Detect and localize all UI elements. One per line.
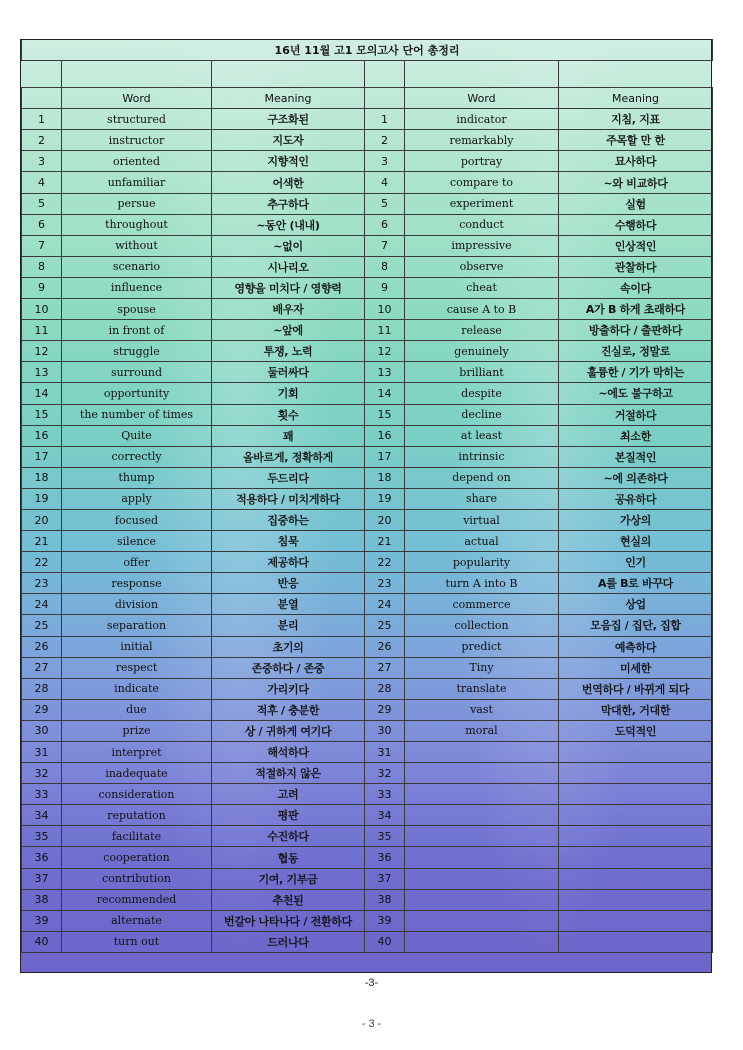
right-number: 35	[365, 826, 405, 847]
right-meaning: 관찰하다	[559, 256, 713, 277]
right-number: 22	[365, 552, 405, 573]
right-word: indicator	[405, 109, 559, 130]
left-number: 13	[22, 362, 62, 383]
left-number: 27	[22, 657, 62, 678]
left-word: structured	[62, 109, 212, 130]
right-word: portray	[405, 151, 559, 172]
right-meaning: 수행하다	[559, 214, 713, 235]
right-word: cause A to B	[405, 299, 559, 320]
right-number: 18	[365, 467, 405, 488]
left-meaning: 존중하다 / 존중	[212, 657, 365, 678]
right-meaning: 상업	[559, 594, 713, 615]
word-header: Word	[405, 88, 559, 109]
right-meaning: A가 B 하게 초래하다	[559, 299, 713, 320]
left-number: 19	[22, 488, 62, 509]
left-meaning: 지향적인	[212, 151, 365, 172]
left-word: prize	[62, 720, 212, 741]
right-number: 33	[365, 784, 405, 805]
left-meaning: 초기의	[212, 636, 365, 657]
right-number: 31	[365, 742, 405, 763]
left-number: 31	[22, 742, 62, 763]
left-word: due	[62, 699, 212, 720]
left-meaning: 둘러싸다	[212, 362, 365, 383]
left-meaning: 횟수	[212, 404, 365, 425]
right-number: 7	[365, 235, 405, 256]
right-number: 20	[365, 509, 405, 530]
left-word: interpret	[62, 742, 212, 763]
left-meaning: 평판	[212, 805, 365, 826]
left-meaning: 상 / 귀하게 여기다	[212, 720, 365, 741]
right-number: 27	[365, 657, 405, 678]
meaning-header: Meaning	[212, 88, 365, 109]
left-meaning: ~동안 (내내)	[212, 214, 365, 235]
left-word: alternate	[62, 910, 212, 931]
right-meaning: ~에 의존하다	[559, 467, 713, 488]
left-meaning: 구조화된	[212, 109, 365, 130]
right-number: 21	[365, 531, 405, 552]
right-number: 38	[365, 889, 405, 910]
left-meaning: 기회	[212, 383, 365, 404]
right-meaning: 번역하다 / 바뀌게 되다	[559, 678, 713, 699]
left-number: 7	[22, 235, 62, 256]
meaning-header: Meaning	[559, 88, 713, 109]
left-number: 37	[22, 868, 62, 889]
right-word: compare to	[405, 172, 559, 193]
left-word: initial	[62, 636, 212, 657]
left-meaning: 올바르게, 정확하게	[212, 446, 365, 467]
right-meaning: 주목할 만 한	[559, 130, 713, 151]
left-meaning: 드러나다	[212, 931, 365, 952]
right-number: 6	[365, 214, 405, 235]
left-word: turn out	[62, 931, 212, 952]
left-number: 4	[22, 172, 62, 193]
right-meaning: 모음집 / 집단, 집합	[559, 615, 713, 636]
left-number: 34	[22, 805, 62, 826]
left-meaning: 고려	[212, 784, 365, 805]
left-number: 38	[22, 889, 62, 910]
left-number: 10	[22, 299, 62, 320]
left-meaning: 영향을 미치다 / 영향력	[212, 277, 365, 298]
right-word: conduct	[405, 214, 559, 235]
table-title: 16년 11월 고1 모의고사 단어 총정리	[22, 40, 713, 61]
left-meaning: 두드리다	[212, 467, 365, 488]
left-number: 14	[22, 383, 62, 404]
left-word: oriented	[62, 151, 212, 172]
left-word: Quite	[62, 425, 212, 446]
left-meaning: 적절하지 않은	[212, 763, 365, 784]
right-meaning: 현실의	[559, 531, 713, 552]
right-number: 11	[365, 320, 405, 341]
left-number: 24	[22, 594, 62, 615]
right-word: release	[405, 320, 559, 341]
right-word: experiment	[405, 193, 559, 214]
left-meaning: 분열	[212, 594, 365, 615]
outer-page-number: - 3 -	[361, 1018, 382, 1030]
left-meaning: 반응	[212, 573, 365, 594]
right-number: 23	[365, 573, 405, 594]
left-word: struggle	[62, 341, 212, 362]
left-meaning: 집중하는	[212, 509, 365, 530]
left-word: reputation	[62, 805, 212, 826]
left-word: throughout	[62, 214, 212, 235]
left-word: focused	[62, 509, 212, 530]
left-number: 36	[22, 847, 62, 868]
left-word: the number of times	[62, 404, 212, 425]
left-number: 18	[22, 467, 62, 488]
right-word: despite	[405, 383, 559, 404]
left-meaning: 수진하다	[212, 826, 365, 847]
left-word: consideration	[62, 784, 212, 805]
right-number: 2	[365, 130, 405, 151]
left-meaning: 추천된	[212, 889, 365, 910]
left-meaning: 시나리오	[212, 256, 365, 277]
right-word: Tiny	[405, 657, 559, 678]
left-word: indicate	[62, 678, 212, 699]
left-number: 30	[22, 720, 62, 741]
left-number: 23	[22, 573, 62, 594]
right-meaning: 본질적인	[559, 446, 713, 467]
left-meaning: 분리	[212, 615, 365, 636]
right-number: 16	[365, 425, 405, 446]
right-number: 12	[365, 341, 405, 362]
right-meaning: ~에도 불구하고	[559, 383, 713, 404]
right-meaning: 훌륭한 / 기가 막히는	[559, 362, 713, 383]
left-number: 40	[22, 931, 62, 952]
right-word: cheat	[405, 277, 559, 298]
left-number: 20	[22, 509, 62, 530]
left-meaning: ~앞에	[212, 320, 365, 341]
left-word: cooperation	[62, 847, 212, 868]
word-header: Word	[62, 88, 212, 109]
left-number: 33	[22, 784, 62, 805]
right-meaning: 도덕적인	[559, 720, 713, 741]
right-meaning: 미세한	[559, 657, 713, 678]
inner-page-number: -3-	[364, 977, 379, 989]
left-number: 35	[22, 826, 62, 847]
right-number: 32	[365, 763, 405, 784]
left-number: 21	[22, 531, 62, 552]
left-word: instructor	[62, 130, 212, 151]
right-meaning: 인상적인	[559, 235, 713, 256]
right-number: 36	[365, 847, 405, 868]
right-word: genuinely	[405, 341, 559, 362]
left-word: scenario	[62, 256, 212, 277]
right-number: 29	[365, 699, 405, 720]
right-number: 1	[365, 109, 405, 130]
left-number: 22	[22, 552, 62, 573]
right-word: turn A into B	[405, 573, 559, 594]
right-meaning: 속이다	[559, 277, 713, 298]
left-number: 6	[22, 214, 62, 235]
right-word: moral	[405, 720, 559, 741]
left-number: 15	[22, 404, 62, 425]
left-word: facilitate	[62, 826, 212, 847]
right-number: 26	[365, 636, 405, 657]
left-number: 32	[22, 763, 62, 784]
right-number: 17	[365, 446, 405, 467]
right-word: impressive	[405, 235, 559, 256]
left-number: 5	[22, 193, 62, 214]
left-number: 16	[22, 425, 62, 446]
left-number: 8	[22, 256, 62, 277]
right-meaning: 실험	[559, 193, 713, 214]
left-meaning: 적용하다 / 미치게하다	[212, 488, 365, 509]
left-meaning: 적후 / 충분한	[212, 699, 365, 720]
left-meaning: ~없이	[212, 235, 365, 256]
right-meaning: 지침, 지표	[559, 109, 713, 130]
left-word: response	[62, 573, 212, 594]
right-word: collection	[405, 615, 559, 636]
left-meaning: 어색한	[212, 172, 365, 193]
right-word: actual	[405, 531, 559, 552]
right-number: 8	[365, 256, 405, 277]
left-meaning: 침묵	[212, 531, 365, 552]
left-meaning: 기여, 기부금	[212, 868, 365, 889]
left-number: 2	[22, 130, 62, 151]
right-meaning: ~와 비교하다	[559, 172, 713, 193]
right-number: 4	[365, 172, 405, 193]
right-meaning: 최소한	[559, 425, 713, 446]
left-meaning: 협동	[212, 847, 365, 868]
left-meaning: 꽤	[212, 425, 365, 446]
right-meaning: 막대한, 거대한	[559, 699, 713, 720]
right-meaning: 묘사하다	[559, 151, 713, 172]
right-number: 39	[365, 910, 405, 931]
right-number: 10	[365, 299, 405, 320]
left-number: 17	[22, 446, 62, 467]
left-word: offer	[62, 552, 212, 573]
left-meaning: 번갈아 나타나다 / 전환하다	[212, 910, 365, 931]
right-number: 3	[365, 151, 405, 172]
right-meaning: 거절하다	[559, 404, 713, 425]
left-number: 3	[22, 151, 62, 172]
right-meaning: 공유하다	[559, 488, 713, 509]
left-number: 9	[22, 277, 62, 298]
left-meaning: 해석하다	[212, 742, 365, 763]
right-number: 15	[365, 404, 405, 425]
right-word: share	[405, 488, 559, 509]
left-word: silence	[62, 531, 212, 552]
right-meaning: 인기	[559, 552, 713, 573]
left-word: correctly	[62, 446, 212, 467]
left-number: 11	[22, 320, 62, 341]
right-word: predict	[405, 636, 559, 657]
left-word: spouse	[62, 299, 212, 320]
left-meaning: 지도자	[212, 130, 365, 151]
right-word: popularity	[405, 552, 559, 573]
right-word: translate	[405, 678, 559, 699]
left-word: persue	[62, 193, 212, 214]
left-number: 26	[22, 636, 62, 657]
right-number: 37	[365, 868, 405, 889]
right-word: remarkably	[405, 130, 559, 151]
left-word: recommended	[62, 889, 212, 910]
left-meaning: 추구하다	[212, 193, 365, 214]
right-meaning: 예측하다	[559, 636, 713, 657]
right-number: 5	[365, 193, 405, 214]
right-number: 28	[365, 678, 405, 699]
left-number: 25	[22, 615, 62, 636]
left-number: 28	[22, 678, 62, 699]
right-number: 19	[365, 488, 405, 509]
right-number: 13	[365, 362, 405, 383]
right-word: virtual	[405, 509, 559, 530]
right-number: 40	[365, 931, 405, 952]
left-number: 1	[22, 109, 62, 130]
left-word: without	[62, 235, 212, 256]
left-word: inadequate	[62, 763, 212, 784]
right-number: 34	[365, 805, 405, 826]
left-meaning: 가리키다	[212, 678, 365, 699]
right-meaning: 가상의	[559, 509, 713, 530]
left-number: 29	[22, 699, 62, 720]
left-number: 39	[22, 910, 62, 931]
right-word: brilliant	[405, 362, 559, 383]
right-meaning: 방출하다 / 출판하다	[559, 320, 713, 341]
left-meaning: 배우자	[212, 299, 365, 320]
left-word: separation	[62, 615, 212, 636]
left-word: unfamiliar	[62, 172, 212, 193]
right-word: intrinsic	[405, 446, 559, 467]
right-word: decline	[405, 404, 559, 425]
table-frame	[20, 39, 712, 973]
left-word: thump	[62, 467, 212, 488]
left-word: division	[62, 594, 212, 615]
left-number: 12	[22, 341, 62, 362]
right-number: 30	[365, 720, 405, 741]
left-word: in front of	[62, 320, 212, 341]
left-word: opportunity	[62, 383, 212, 404]
left-meaning: 투쟁, 노력	[212, 341, 365, 362]
right-word: at least	[405, 425, 559, 446]
left-word: respect	[62, 657, 212, 678]
right-word: depend on	[405, 467, 559, 488]
left-word: surround	[62, 362, 212, 383]
right-number: 25	[365, 615, 405, 636]
right-meaning: 진실로, 정말로	[559, 341, 713, 362]
right-word: observe	[405, 256, 559, 277]
right-word: commerce	[405, 594, 559, 615]
right-number: 9	[365, 277, 405, 298]
right-word: vast	[405, 699, 559, 720]
left-meaning: 제공하다	[212, 552, 365, 573]
left-word: contribution	[62, 868, 212, 889]
right-meaning: A를 B로 바꾸다	[559, 573, 713, 594]
right-number: 14	[365, 383, 405, 404]
left-word: apply	[62, 488, 212, 509]
right-number: 24	[365, 594, 405, 615]
left-word: influence	[62, 277, 212, 298]
